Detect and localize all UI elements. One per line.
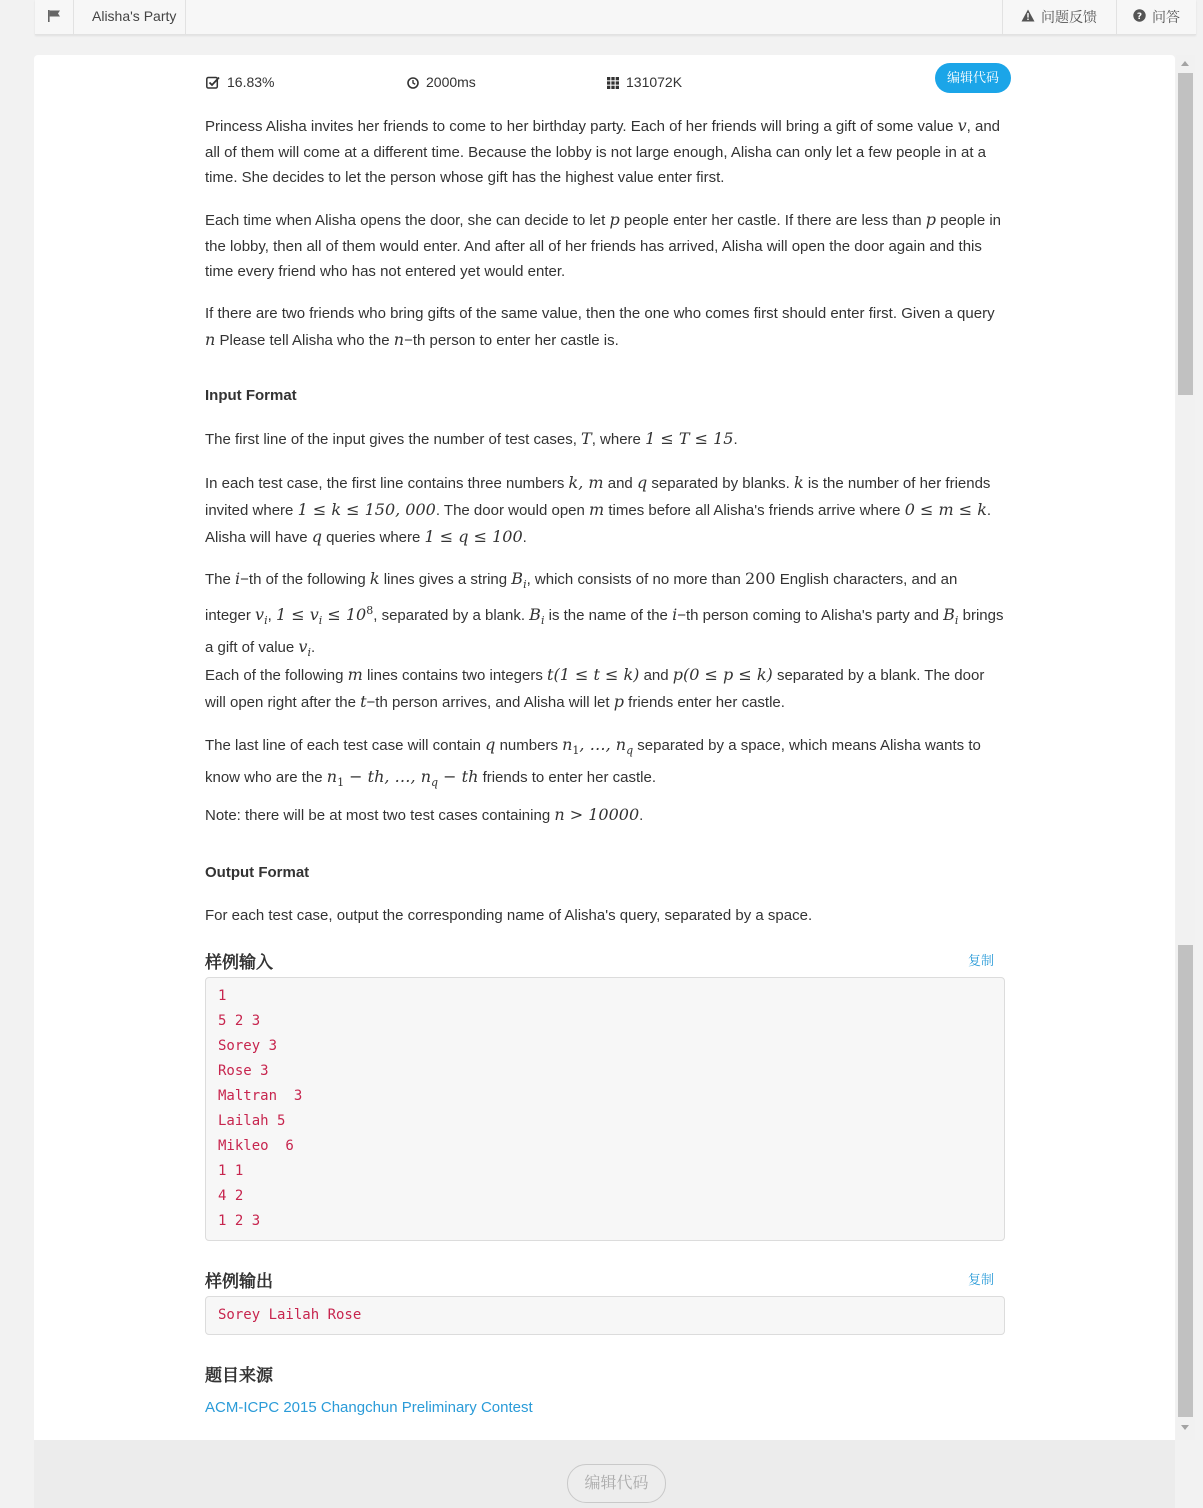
edit-code-button-top[interactable]: 编辑代码	[935, 63, 1011, 93]
svg-text:?: ?	[1136, 12, 1143, 22]
feedback-button[interactable]	[1002, 0, 1117, 34]
input-format-line-4: Each of the following m lines contains two integers t(1 ≤ t ≤ k) and p(0 ≤ p ≤ k) separated by a blank. The door will open right after the t−th person arrives, and Alisha will let p friends enter her castle.	[205, 665, 985, 711]
question-icon	[1133, 9, 1146, 22]
flag-icon	[47, 9, 61, 23]
scroll-thumb-upper[interactable]	[1178, 73, 1193, 395]
memory-limit-value: 131072K	[626, 74, 683, 90]
warning-icon	[1021, 9, 1035, 22]
output-format-text: For each test case, output the corresponding name of Alisha's query, separated by a space.	[205, 907, 813, 924]
code-line: 1 2 3	[218, 1213, 261, 1229]
description-paragraph-1: Princess Alisha invites her friends to come to her birthday party. Each of her friends will bring a gift of some value v, and all of them will come at a different time. Because the lobby is not large enough, Alisha can only let a few people in at a time. She decides to let the person whose gift has the highest value enter first.	[205, 116, 1001, 186]
sample-output-heading: 样例输出	[205, 1272, 273, 1291]
code-line: Sorey 3	[218, 1038, 278, 1054]
time-limit-value: 2000ms	[426, 74, 476, 90]
code-line: Sorey Lailah Rose	[218, 1307, 362, 1323]
code-line: Rose 3	[218, 1063, 269, 1079]
code-line: Mikleo 6	[218, 1138, 294, 1154]
sample-output-box	[205, 1296, 1005, 1335]
description-paragraph-3: If there are two friends who bring gifts of the same value, then the one who comes first should enter first. Given a query n Please tell Alisha who the n−th person to enter her castle is.	[205, 305, 995, 349]
code-line: 1 1	[218, 1163, 244, 1179]
accept-rate	[206, 74, 274, 90]
sample-input-heading: 样例输入	[205, 953, 273, 972]
flag-button[interactable]	[35, 0, 74, 34]
description-paragraph-2: Each time when Alisha opens the door, she can decide to let p people enter her castle. If there are less than p people in the lobby, then all of them would enter. And after all of her friends has arrived, Alisha will open the door again and this time every friend who has not entered yet would enter.	[205, 210, 1002, 280]
input-format-heading: Input Format	[205, 387, 297, 404]
memory-limit	[607, 74, 682, 90]
scroll-down-icon[interactable]	[1181, 1425, 1189, 1430]
code-line: 1	[218, 988, 227, 1004]
source-link[interactable]: ACM-ICPC 2015 Changchun Preliminary Contest	[205, 1399, 533, 1416]
input-format-line-1: The first line of the input gives the number of test cases, T, where 1 ≤ T ≤ 15.	[205, 429, 738, 448]
checkbox-icon	[206, 76, 220, 89]
scroll-thumb-lower[interactable]	[1178, 945, 1193, 1417]
sample-input-box	[205, 977, 1005, 1241]
code-line: Lailah 5	[218, 1113, 286, 1129]
qa-button[interactable]	[1116, 0, 1197, 34]
code-line: 5 2 3	[218, 1013, 261, 1029]
input-format-line-2: In each test case, the first line contains three numbers k, m and q separated by blanks. k is the number of her friends invited where 1 ≤ k ≤ 150, 000. The door would open m times before all Alisha's friends arrive where 0 ≤ m ≤ k. Alisha will have q queries where 1 ≤ q ≤ 100.	[205, 473, 992, 546]
output-format-heading: Output Format	[205, 864, 310, 881]
edit-code-button-bottom[interactable]: 编辑代码	[567, 1464, 666, 1503]
clock-icon	[407, 77, 419, 89]
source-heading: 题目来源	[205, 1366, 273, 1385]
qa-label: 问答	[1152, 9, 1180, 25]
input-format-line-5: The last line of each test case will contain q numbers $n_1$, …, $n_q$ separated by a space, which means Alisha wants to know who are the $n_1$ − th, …, $n_q$ − th friends to enter her castle.	[205, 735, 981, 789]
problem-title: Alisha's Party	[92, 8, 177, 24]
time-limit	[407, 74, 476, 90]
code-line: 4 2	[218, 1188, 244, 1204]
grid-icon	[607, 77, 619, 89]
code-line: Maltran 3	[218, 1088, 303, 1104]
feedback-label: 问题反馈	[1041, 9, 1097, 25]
scroll-up-icon[interactable]	[1181, 61, 1189, 66]
copy-sample-input-link[interactable]: 复制	[968, 953, 995, 968]
copy-sample-output-link[interactable]: 复制	[968, 1272, 995, 1287]
input-format-line-3: The i−th of the following k lines gives a string $B_i$, which consists of no more than 200 English characters, and an integer $v_i$, $1 \le v_i \le 10^8$, separated by a blank. $B_i$ is the name of the i−th person coming to Alisha's party and $B_i$ brings a gift of value $v_i$.	[205, 569, 1004, 659]
input-format-line-6: Note: there will be at most two test cases containing n > 10000.	[205, 805, 644, 824]
divider	[185, 0, 186, 34]
top-bar	[35, 0, 1196, 35]
accept-rate-value: 16.83%	[227, 74, 275, 90]
scrollbar[interactable]	[1176, 55, 1195, 1440]
